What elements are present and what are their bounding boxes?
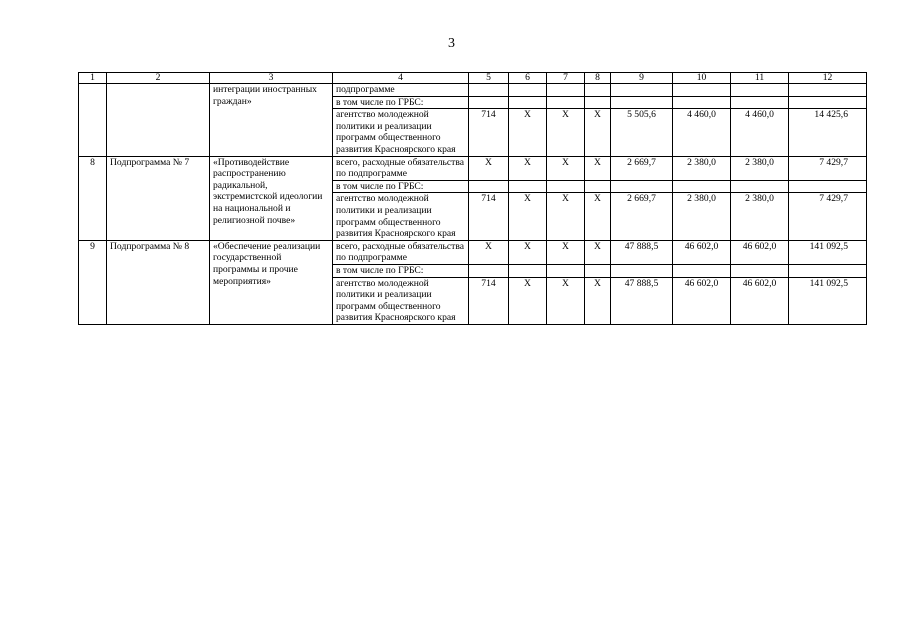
value-cell: X xyxy=(585,156,611,180)
column-header: 11 xyxy=(731,73,789,84)
subprogram-title-cell: «Противодействие распространению радикальной, экстремистской идеологии на национальной и религиозной почве» xyxy=(210,156,333,240)
value-cell: 2 380,0 xyxy=(673,193,731,240)
value-cell: 2 380,0 xyxy=(673,156,731,180)
value-cell: X xyxy=(469,240,509,264)
value-cell: 5 505,6 xyxy=(611,109,673,156)
value-cell: X xyxy=(509,156,547,180)
value-cell: X xyxy=(585,240,611,264)
subprogram-title-cell: «Обеспечение реализации государственной программы и прочие мероприятия» xyxy=(210,240,333,324)
row-number-cell: 9 xyxy=(79,240,107,324)
value-cell: X xyxy=(547,109,585,156)
value-cell: 2 669,7 xyxy=(611,193,673,240)
column-header: 3 xyxy=(210,73,333,84)
value-cell: 4 460,0 xyxy=(731,109,789,156)
column-header: 1 xyxy=(79,73,107,84)
value-cell: 47 888,5 xyxy=(611,277,673,324)
column-header: 5 xyxy=(469,73,509,84)
value-cell: X xyxy=(509,193,547,240)
column-header: 6 xyxy=(509,73,547,84)
row-number-cell xyxy=(79,84,107,157)
value-cell: 714 xyxy=(469,193,509,240)
value-cell: 47 888,5 xyxy=(611,240,673,264)
subprogram-name-cell: Подпрограмма № 7 xyxy=(107,156,210,240)
value-cell: X xyxy=(585,109,611,156)
value-cell: X xyxy=(547,277,585,324)
column-header: 8 xyxy=(585,73,611,84)
header-row xyxy=(79,73,867,84)
budget-table xyxy=(78,72,867,325)
page-number: 3 xyxy=(448,36,455,51)
value-cell: 46 602,0 xyxy=(673,277,731,324)
value-cell: X xyxy=(469,156,509,180)
grbs-label-cell: в том числе по ГРБС: xyxy=(333,96,469,109)
column-header: 12 xyxy=(789,73,867,84)
column-header: 9 xyxy=(611,73,673,84)
column-header: 2 xyxy=(107,73,210,84)
value-cell: X xyxy=(547,156,585,180)
agency-label-cell: агентство молодежной политики и реализации программ общественного развития Красноярского края xyxy=(333,193,469,240)
funding-label-cell: всего, расходные обязательства по подпрограмме xyxy=(333,156,469,180)
value-cell: 4 460,0 xyxy=(673,109,731,156)
table-row xyxy=(79,84,867,97)
agency-label-cell: агентство молодежной политики и реализации программ общественного развития Красноярского края xyxy=(333,277,469,324)
value-cell: 2 669,7 xyxy=(611,156,673,180)
subprogram-title-cell: интеграции иностранных граждан» xyxy=(210,84,333,157)
value-cell: 46 602,0 xyxy=(673,240,731,264)
grbs-label-cell: в том числе по ГРБС: xyxy=(333,180,469,193)
value-cell: 141 092,5 xyxy=(789,240,867,264)
value-cell: 2 380,0 xyxy=(731,156,789,180)
agency-label-cell: агентство молодежной политики и реализации программ общественного развития Красноярского края xyxy=(333,109,469,156)
subprogram-name-cell: Подпрограмма № 8 xyxy=(107,240,210,324)
value-cell: 7 429,7 xyxy=(789,193,867,240)
value-cell: 2 380,0 xyxy=(731,193,789,240)
table-row xyxy=(79,240,867,264)
value-cell: X xyxy=(547,193,585,240)
row-number-cell: 8 xyxy=(79,156,107,240)
value-cell: X xyxy=(509,277,547,324)
column-header: 7 xyxy=(547,73,585,84)
subprogram-name-cell xyxy=(107,84,210,157)
funding-label-cell: подпрограмме xyxy=(333,84,469,97)
table-row xyxy=(79,156,867,180)
value-cell: 7 429,7 xyxy=(789,156,867,180)
column-header: 10 xyxy=(673,73,731,84)
value-cell: 714 xyxy=(469,109,509,156)
value-cell: 46 602,0 xyxy=(731,240,789,264)
value-cell: X xyxy=(509,109,547,156)
grbs-label-cell: в том числе по ГРБС: xyxy=(333,264,469,277)
column-header: 4 xyxy=(333,73,469,84)
value-cell: 714 xyxy=(469,277,509,324)
value-cell: 14 425,6 xyxy=(789,109,867,156)
value-cell: X xyxy=(585,193,611,240)
value-cell: 46 602,0 xyxy=(731,277,789,324)
funding-label-cell: всего, расходные обязательства по подпрограмме xyxy=(333,240,469,264)
value-cell: X xyxy=(547,240,585,264)
value-cell: 141 092,5 xyxy=(789,277,867,324)
value-cell: X xyxy=(509,240,547,264)
value-cell: X xyxy=(585,277,611,324)
